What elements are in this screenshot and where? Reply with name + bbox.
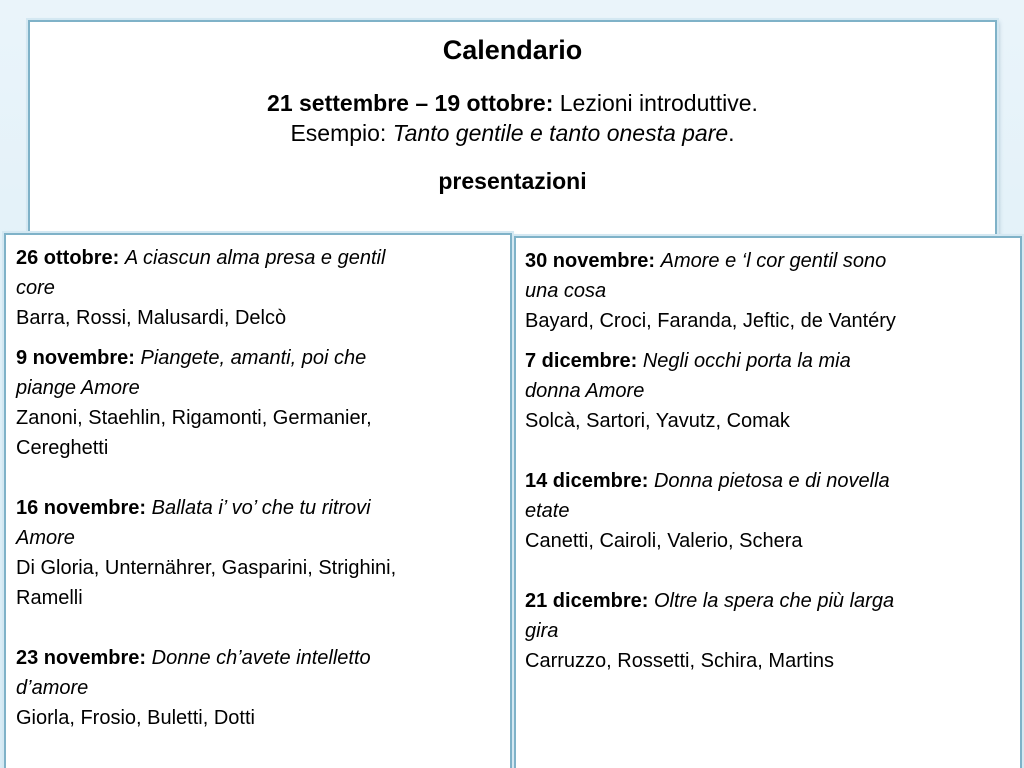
intro-text: Lezioni introduttive. [553,90,758,116]
example-work: Tanto gentile e tanto onesta pare [392,120,729,146]
entry-names: Giorla, Frosio, Buletti, Dotti [16,707,255,729]
example-line [30,118,995,148]
entry-work-cont: core [16,277,55,299]
schedule-entry [16,243,510,333]
entry-date: 16 novembre: [16,497,147,519]
entry-date: 23 novembre: [16,647,147,669]
entry-date: 26 ottobre: [16,247,120,269]
entry-work-cont: piange Amore [16,377,140,399]
entry-date: 14 dicembre: [525,470,649,492]
entry-date: 21 dicembre: [525,590,649,612]
schedule-entry [525,586,1020,676]
intro-date: 21 settembre – 19 ottobre: [267,90,554,116]
entry-work-cont: gira [525,620,559,642]
entry-names-cont: Cereghetti [16,437,109,459]
schedule-entry [525,466,1020,556]
entry-names: Canetti, Cairoli, Valerio, Schera [525,530,803,552]
schedule-entry [16,343,510,463]
entry-names: Solcà, Sartori, Yavutz, Comak [525,410,790,432]
entry-names: Bayard, Croci, Faranda, Jeftic, de Vantéry [525,310,896,332]
entry-work-cont: donna Amore [525,380,645,402]
page-title: Calendario [442,35,583,65]
entry-date: 9 novembre: [16,347,135,369]
entry-names-cont: Ramelli [16,587,83,609]
example-end: . [728,120,735,146]
entry-names: Carruzzo, Rossetti, Schira, Martins [525,650,834,672]
entry-work: A ciascun alma presa e gentil [124,247,386,269]
entry-work: Ballata i’ vo’ che tu ritrovi [151,497,371,519]
entry-work: Oltre la spera che più larga [653,590,895,612]
entry-date: 30 novembre: [525,250,656,272]
intro-line [30,88,995,118]
entry-work: Donne ch’avete intelletto [151,647,371,669]
header-panel [28,20,997,250]
entry-work: Piangete, amanti, poi che [140,347,367,369]
entry-work: Negli occhi porta la mia [642,350,851,372]
entry-work: Donna pietosa e di novella [653,470,890,492]
example-label: Esempio: [290,120,393,146]
schedule-entry [525,346,1020,436]
entry-work-cont: etate [525,500,570,522]
left-schedule-panel [4,233,512,768]
entry-work-cont: d’amore [16,677,89,699]
entry-work-cont: Amore [16,527,75,549]
entry-names: Barra, Rossi, Malusardi, Delcò [16,307,287,329]
entry-date: 7 dicembre: [525,350,638,372]
entry-names: Zanoni, Staehlin, Rigamonti, Germanier, [16,407,372,429]
schedule-entry [16,643,510,733]
entry-work-cont: una cosa [525,280,607,302]
schedule-entry [525,246,1020,336]
entry-work: Amore e ‘l cor gentil sono [660,250,887,272]
right-schedule-panel [514,236,1022,768]
schedule-entry [16,493,510,613]
entry-names: Di Gloria, Unternährer, Gasparini, Strighini, [16,557,397,579]
section-heading: presentazioni [438,168,587,194]
